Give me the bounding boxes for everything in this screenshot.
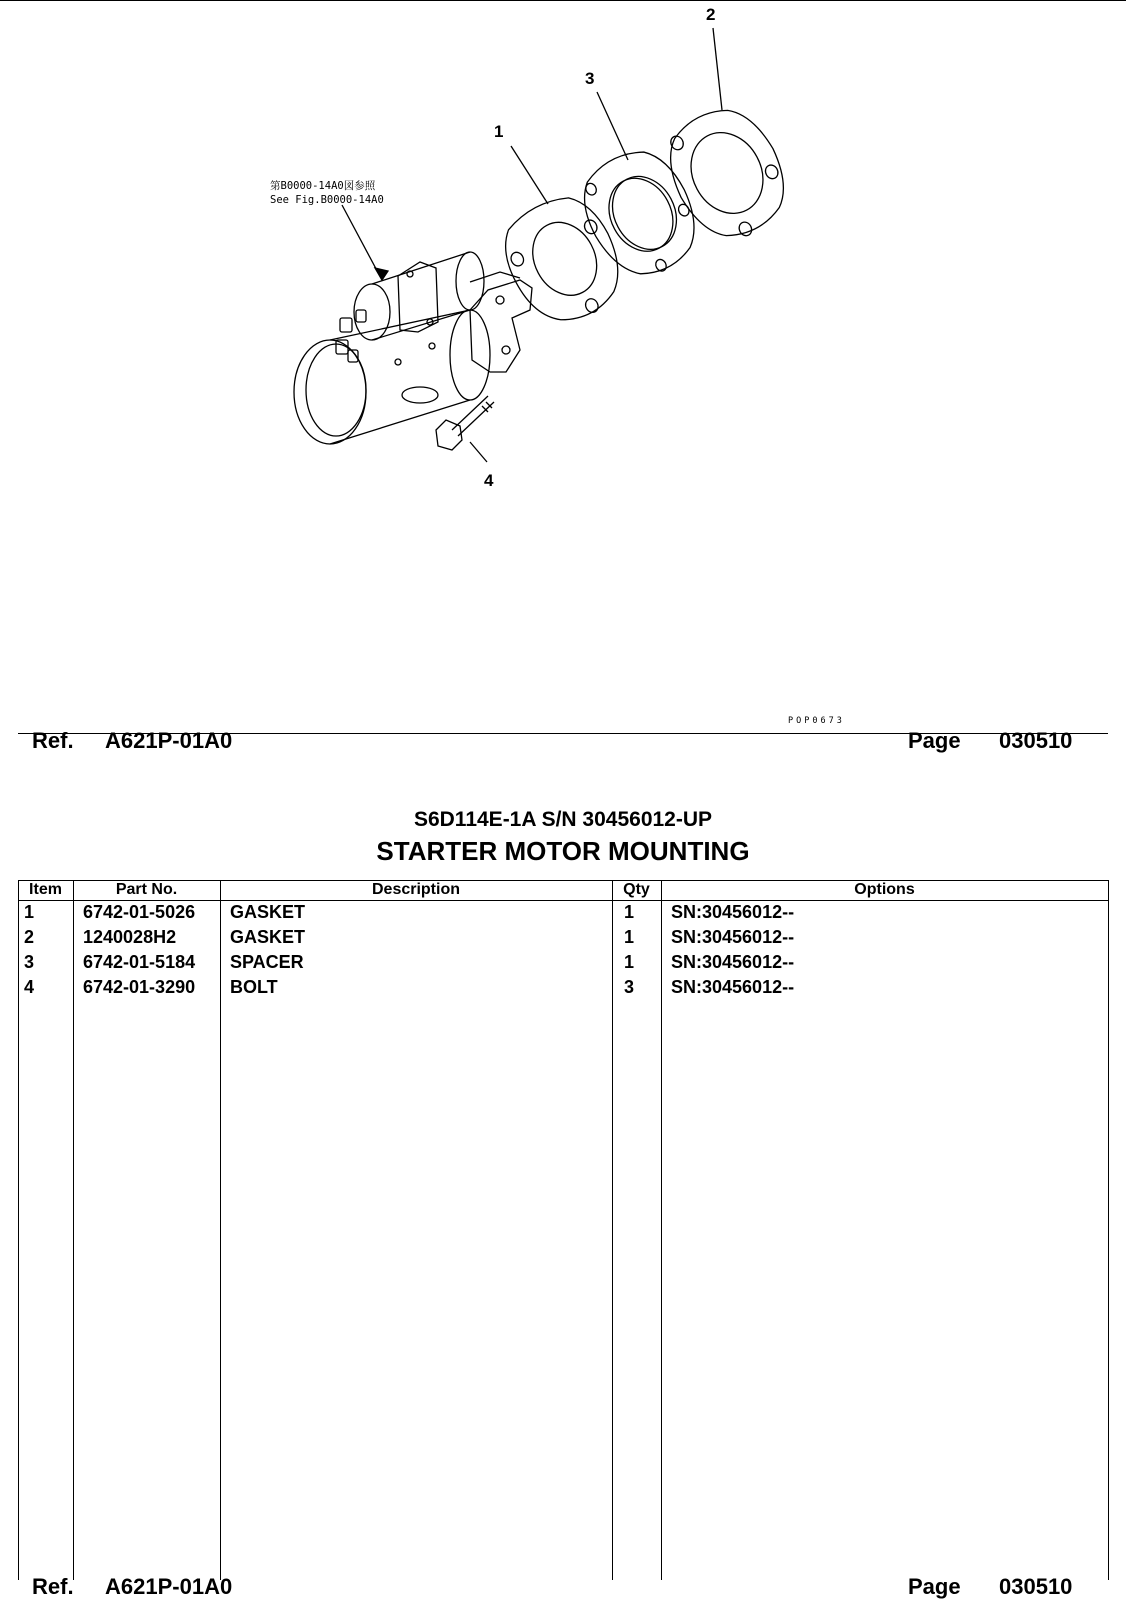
table-header-border — [18, 900, 1109, 901]
table-divider-4 — [661, 880, 662, 1580]
footer-page-label: Page — [908, 1574, 961, 1599]
column-header-options: Options — [854, 881, 915, 898]
table-row-3-item: 3 — [24, 952, 35, 972]
table-row-3-options: SN:30456012-- — [671, 952, 795, 972]
column-header-item: Item — [29, 881, 62, 898]
column-header-description: Description — [371, 881, 460, 898]
table-divider-1 — [73, 880, 74, 1580]
starter-motor-drawing — [294, 252, 532, 450]
leader-line-1 — [511, 146, 548, 204]
table-border-left — [18, 880, 19, 1580]
table-row-3-description: SPACER — [230, 952, 304, 972]
cross-reference-note-jp: 第B0000-14A0図参照 — [270, 180, 376, 192]
table-row-4-part-no: 6742-01-3290 — [83, 977, 196, 997]
table-row-4-options: SN:30456012-- — [671, 977, 795, 997]
exploded-diagram — [0, 0, 1126, 730]
table-row-1-qty: 1 — [624, 902, 635, 922]
header-ref-label: Ref. — [32, 728, 74, 753]
table-divider-3 — [612, 880, 613, 1580]
table-border-right — [1108, 880, 1109, 1580]
column-header-part-no: Part No. — [115, 881, 178, 898]
column-header-qty: Qty — [623, 881, 650, 898]
model-title: S6D114E-1A S/N 30456012-UP — [413, 808, 713, 831]
cross-reference-note-en: See Fig.B0000-14A0 — [270, 194, 384, 206]
footer-page-value: 030510 — [999, 1574, 1073, 1599]
table-row-2-item: 2 — [24, 927, 35, 947]
header-page-label: Page — [908, 728, 961, 753]
table-row-3-qty: 1 — [624, 952, 635, 972]
page-title: STARTER MOTOR MOUNTING — [376, 836, 750, 866]
table-row-1-part-no: 6742-01-5026 — [83, 902, 196, 922]
callout-2: 2 — [706, 5, 716, 24]
callout-3: 3 — [585, 69, 595, 88]
table-row-1-item: 1 — [24, 902, 35, 922]
parts-table — [18, 880, 1109, 1580]
table-row-4-item: 4 — [24, 977, 35, 997]
table-row-2-description: GASKET — [230, 927, 306, 947]
footer-ref-label: Ref. — [32, 1574, 74, 1599]
callout-4: 4 — [484, 471, 494, 490]
table-row-3-part-no: 6742-01-5184 — [83, 952, 196, 972]
leader-line-2 — [713, 28, 722, 110]
table-row-2-qty: 1 — [624, 927, 635, 947]
leader-line-3 — [597, 92, 628, 160]
table-row-1-description: GASKET — [230, 902, 306, 922]
leader-line-4 — [470, 442, 487, 462]
header-ref-value: A621P-01A0 — [105, 728, 233, 753]
header-page-value: 030510 — [999, 728, 1073, 753]
callout-1: 1 — [494, 122, 504, 141]
table-row-1-options: SN:30456012-- — [671, 902, 795, 922]
table-row-2-part-no: 1240028H2 — [83, 927, 177, 947]
table-row-2-options: SN:30456012-- — [671, 927, 795, 947]
table-divider-2 — [220, 880, 221, 1580]
footer-ref-value: A621P-01A0 — [105, 1574, 233, 1599]
table-row-4-qty: 3 — [624, 977, 635, 997]
table-row-4-description: BOLT — [230, 977, 278, 997]
drawing-id: POP0673 — [788, 716, 845, 726]
note-arrow-head — [375, 268, 388, 280]
